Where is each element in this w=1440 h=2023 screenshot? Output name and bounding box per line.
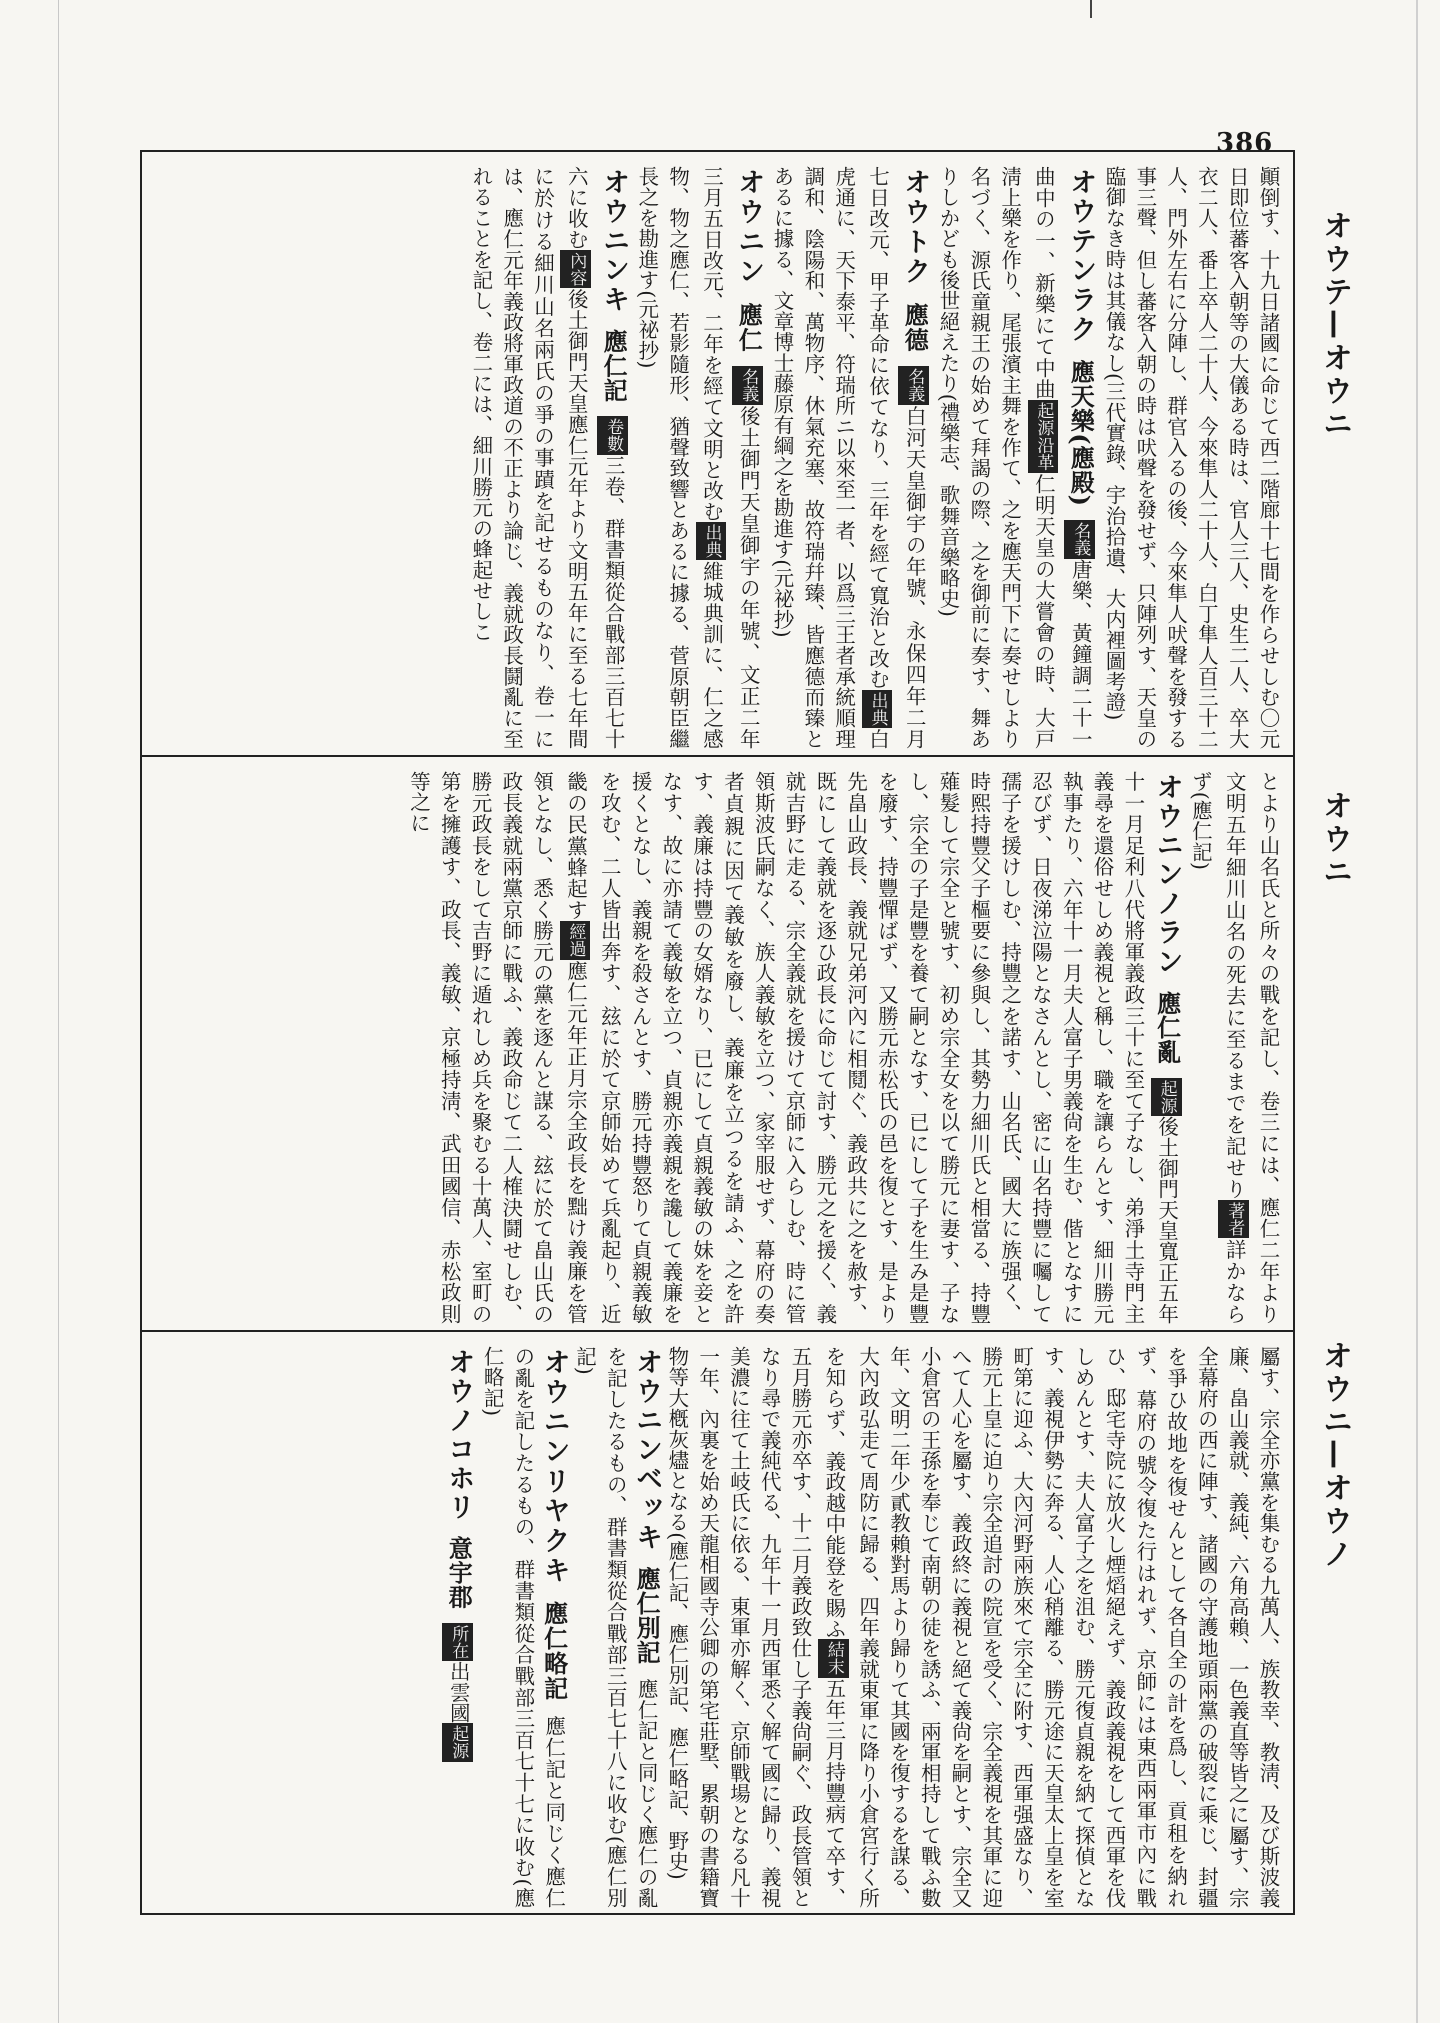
column bbox=[443, 1338, 1293, 1912]
entry-text: 維城典訓に、仁之感物、物之應仁、若影隨形、猶聲致響とあるに據る、菅原朝臣繼長之を勘進す(元祕抄) bbox=[634, 166, 724, 749]
entry-text: 三卷、群書類從合戰部三百七十六に收む bbox=[564, 166, 626, 749]
entry-text: 仁明天皇の大嘗會の時、大戸淸上樂を作り、尾張濱主舞を作て、之を應天門下に奏せしより名づく、源氏童親王の始めて拜謁の際、之を御前に奏す、舞ありしかども後世絕えたり(禮樂志、歌舞音樂略史) bbox=[936, 166, 1056, 750]
running-head-3: オウニ—オウノ bbox=[1317, 1340, 1352, 1571]
category-tag: 經過 bbox=[560, 921, 591, 959]
category-tag: 出典 bbox=[862, 690, 893, 728]
entry-heading: オウニンキ bbox=[598, 168, 630, 315]
entry-kanji: 應仁略記 bbox=[539, 1600, 569, 1701]
entry-text: 出雲國 bbox=[446, 1661, 471, 1724]
entry-text: 後土御門天皇應仁元年より文明五年に至る七年間に於ける細川山名兩氏の爭の事蹟を記せるものなり、卷一には、應仁元年義政將軍政道の不正より論じ、義就政長鬪亂に至れることを記し、卷二には、細川勝元の蜂起せしこ bbox=[468, 166, 589, 749]
running-head-2: オウニ bbox=[1317, 790, 1352, 889]
top-rule bbox=[1090, 0, 1092, 18]
category-tag: 卷數 bbox=[597, 416, 628, 454]
entry-text: 白河天皇御宇の年號、永保四年二月七日改元、甲子革命に依てなり、三年を經て寬治と改む bbox=[865, 166, 927, 750]
entry-text: 詳かならず(應仁記) bbox=[1188, 771, 1247, 1324]
entry-kanji: 應德 bbox=[900, 301, 930, 353]
category-tag: 名義 bbox=[732, 366, 763, 404]
category-tag: 所在 bbox=[442, 1623, 473, 1661]
entry-text: とより山名氏と所々の戰を記し、卷三には、應仁二年より文明五年細川山名の死去に至るまでを記せり bbox=[1222, 771, 1280, 1324]
entry-heading: オウトク bbox=[899, 168, 931, 288]
entry-text: 應仁記と同じく應仁の亂を記したるもの、群書類從合戰部三百七十七に收む(應仁略記) bbox=[480, 1346, 566, 1908]
category-tag: 出典 bbox=[696, 522, 727, 560]
category-tag: 起源 bbox=[1151, 1078, 1182, 1116]
page-number: 386 bbox=[1216, 128, 1274, 158]
section-1 bbox=[142, 158, 1293, 753]
category-tag: 結末 bbox=[818, 1639, 849, 1677]
section-divider-2 bbox=[140, 1330, 1295, 1332]
entry-text: 屬す、宗全亦黨を集むる九萬人、族教幸、教淸、及び斯波義廉、畠山義就、義純、六角高賴、一色義直等皆之に屬す、宗全幕府の西に陣す、諸國の守護地頭兩黨の破裂に乘じ、封疆を爭ひ故地を復せんとして各自全の計を爲し、貢租を納れず、幕府の號令復た行はれず、京師には東西兩軍市內に戰ひ、邸宅寺院に放火し煙熖絕えず、義政義視をして西軍を伐しめんとす、夫人富子之を沮む、勝元復貞親を納て探偵となす、義視伊勢に奔る、人心稍離る、勝元途に天皇太上皇を室町第に迎ふ、大內河野兩族來て宗全に附す、西軍强盛なり、勝元上皇に迫り宗全追討の院宣を受く、宗全義視を其軍に迎へて人心を屬す、義政終に義視と絕て義尙を嗣とす、宗全又小倉宮の王孫を奉じて南朝の徒を誘ふ、兩軍相持して戰ふ數年、文明二年少貳教賴對馬より歸りて其國を復するを謀る、大內政弘走て周防に歸る、四年義就東軍に降り小倉宮行く所を知らず、義政越中能登を賜ふ bbox=[821, 1346, 1280, 1908]
entry-heading: オウノコホリ bbox=[443, 1348, 475, 1522]
entry-text: 唐樂、黃鐘調二十一曲中の一、新樂にて中曲 bbox=[1031, 166, 1093, 749]
entry-kanji: 應天樂(應殿) bbox=[1066, 358, 1096, 507]
category-tag: 著者 bbox=[1218, 1200, 1249, 1238]
section-2 bbox=[142, 763, 1293, 1328]
column bbox=[468, 158, 1293, 753]
entry-kanji: 意宇郡 bbox=[444, 1536, 474, 1609]
entry-kanji: 應仁 bbox=[734, 301, 764, 353]
scan-edge-right bbox=[1416, 0, 1418, 2023]
entry-heading: オウニンノラン bbox=[1151, 773, 1183, 977]
entry-kanji: 應仁別記 bbox=[632, 1566, 662, 1665]
category-tag: 起源沿革 bbox=[1028, 400, 1059, 473]
category-tag: 內容 bbox=[560, 250, 591, 288]
section-divider-1 bbox=[140, 755, 1295, 757]
entry-heading: オウニンベッキ bbox=[631, 1348, 663, 1553]
scan-edge-left bbox=[58, 0, 59, 2023]
entry-kanji: 應仁記 bbox=[599, 328, 629, 403]
entry-text: 後土御門天皇寬正五年十一月足利八代將軍義政三十に至て子なし、弟淨土寺門主義尋を還俗せしめ義視と稱し、職を讓らんとす、細川勝元執事たり、六年十一月夫人富子男義尙を生む、偕となすに忍びず、日夜涕泣陽となさんとし、密に山名持豐に囑して孺子を援けしむ、持豐之を諾す、山名氏、國大に族强く、時熙持豐父子樞要に參與し、其勢力細川氏と相當る、持豐薙髮して宗全と號す、初め宗全女を以て勝元に妻す、子なし、宗全の子是豐を養て嗣となす、已にして子を生み是豐を廢す、持豐憚ばず、又勝元赤松氏の邑を復とす、是より先畠山政長、義就兄弟河內に相鬩ぐ、義政共に之を赦す、既にして義就を逐ひ政長に命じて討す、勝元之を援く、義就吉野に走る、宗全義就を援けて京師に入らしむ、時に管領斯波氏嗣なく、族人義敏を立つ、家宰服せず、幕府の奏者貞親に因て義敏を廢し、義廉を立つるを請ふ、之を許す、義廉は持豐の女婿なり、已にして貞親義敏の妹を妾となす、故に亦請て義敏を立つ、貞親亦義親を讒して義廉を援くとなし、義親を殺さんとす、勝元持豐怒りて貞親義敏を攻む、二人皆出奔す、玆に於て京師始めて兵亂起り、近畿の民黨蜂起す bbox=[563, 771, 1179, 1325]
entry-text: 後土御門天皇御宇の年號、文正二年三月五日改元、二年を經て文明と改む bbox=[699, 166, 761, 750]
entry-text: 顚倒す、十九日諸國に命じて西二階廊十七間を作らせしむ〇元日即位蕃客入朝等の大儀ある時は、官人三人、史生二人、卒大衣二人、番上卒人二十人、今來隼人二十人、白丁隼人百三十二人、門外左右に分陣し、群官入るの後、今來隼人吠聲を發する事三聲、但し蕃客入朝の時は吠聲を發せず、只陣列す、天皇の臨御なき時は其儀なし(三代實錄、宇治拾遺、大内裡圖考證) bbox=[1102, 166, 1280, 749]
entry-heading: オウニンリヤクキ bbox=[538, 1348, 570, 1587]
entry-text: 應仁記と同じく應仁の亂を記したるもの、群書類從合戰部三百七十八に收む(應仁別記) bbox=[572, 1346, 659, 1909]
category-tag: 起源 bbox=[442, 1723, 473, 1761]
entry-heading: オウテンラク bbox=[1065, 168, 1097, 345]
entry-kanji: 應仁亂 bbox=[1152, 990, 1182, 1064]
column bbox=[406, 763, 1293, 1328]
entry-text: 應仁元年正月宗全政長を黜け義廉を管領となし、悉く勝元の黨を逐んと謀る、玆に於て畠山氏の政長義就兩黨京師に戰ふ、義政命じて二人榷決鬪せしむ、勝元政長をして吉野に遁れしめ兵を聚むる十萬人、室町の第を擁護す、政長、義敏、京極持淸、武田國信、赤松政則等之に bbox=[406, 771, 588, 1324]
entry-heading: オウニン bbox=[733, 168, 765, 288]
category-tag: 名義 bbox=[898, 366, 929, 404]
entry-text: 五年三月持豐病て卒す、五月勝元亦卒す、十二月義政致仕し子義尙嗣ぐ、政長管領となり尋で義純代る、九年十一月西軍悉く解て國に歸り、義視美濃に往て土岐氏に依る、東軍亦解く、京師戰場となる凡十一年、內裏を始め天龍相國寺公卿の第宅莊墅、累朝の書籍寶物等大槪灰燼となる(應仁記、應仁別記、應仁略記、野史) bbox=[664, 1346, 846, 1908]
running-head-1: オウテ—オウニ bbox=[1317, 210, 1352, 441]
entry-text: 白虎通に、天下泰平、符瑞所ニ以來至一者、以爲三王者承統順理調和、陰陽和、萬物序、休氣充塞、故符瑞幷臻、皆應德而臻とあるに據る、文章博士藤原有綱之を勘進す(元祕抄) bbox=[770, 166, 890, 750]
section-3 bbox=[142, 1338, 1293, 1912]
category-tag: 名義 bbox=[1064, 520, 1095, 558]
